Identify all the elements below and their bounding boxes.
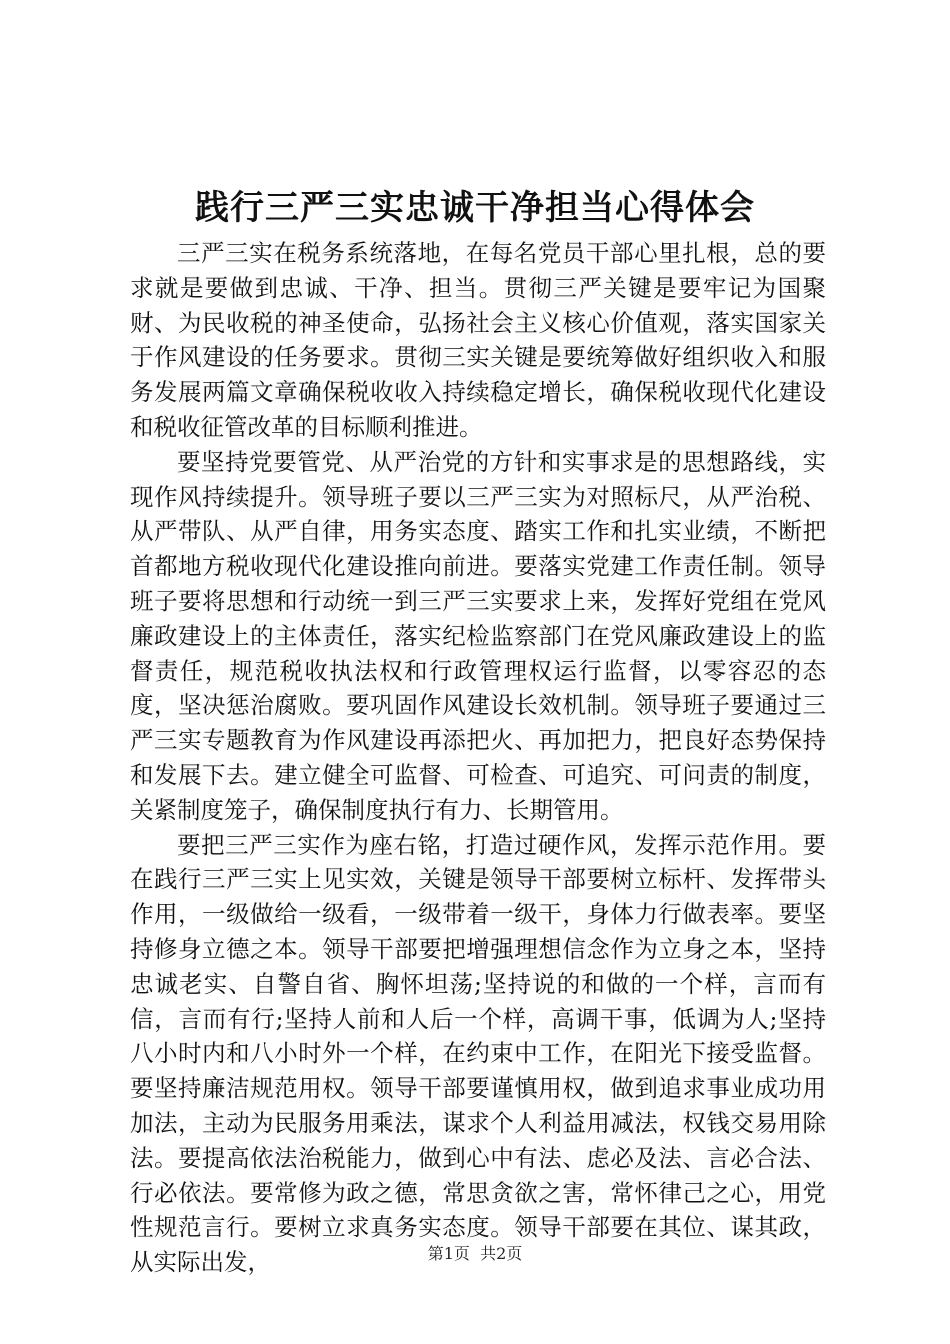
paragraph-3: 要把三严三实作为座右铭，打造过硬作风，发挥示范作用。要在践行三严三实上见实效，关键是领导干部要树立标杆、发挥带头作用，一级做给一级看，一级带着一级干，身体力行做表率。要坚持修身立德之本。领导干部要把增强理想信念作为立身之本，坚持忠诚老实、自警自省、胸怀坦荡;坚持说的和做的一个样，言而有信，言而有行;坚持人前和人后一个样，高调干事，低调为人;坚持八小时内和八小时外一个样，在约束中工作，在阳光下接受监督。要坚持廉洁规范用权。领导干部要谨慎用权，做到追求事业成功用加法，主动为民服务用乘法，谋求个人利益用减法，权钱交易用除法。要提高依法治税能力，做到心中有法、虑必及法、言必合法、行必依法。要常修为政之德，常思贪欲之害，常怀律己之心，用党性规范言行。要树立求真务实态度。领导干部要在其位、谋其政，从实际出发， bbox=[130, 830, 826, 1277]
document-body bbox=[130, 236, 826, 1280]
page-footer bbox=[0, 1243, 950, 1265]
paragraph-2: 要坚持党要管党、从严治党的方针和实事求是的思想路线，实现作风持续提升。领导班子要以三严三实为对照标尺，从严治税、从严带队、从严自律，用务实态度、踏实工作和扎实业绩，不断把首都地方税收现代化建设推向前进。要落实党建工作责任制。领导班子要将思想和行动统一到三严三实要求上来，发挥好党组在党风廉政建设上的主体责任，落实纪检监察部门在党风廉政建设上的监督责任，规范税收执法权和行政管理权运行监督，以零容忍的态度，坚决惩治腐败。要巩固作风建设长效机制。领导班子要通过三严三实专题教育为作风建设再添把火、再加把力，把良好态势保持和发展下去。建立健全可监督、可检查、可追究、可问责的制度，关紧制度笼子，确保制度执行有力、长期管用。 bbox=[130, 447, 826, 824]
paragraph-1: 三严三实在税务系统落地，在每名党员干部心里扎根，总的要求就是要做到忠诚、干净、担当。贯彻三严关键是要牢记为国聚财、为民收税的神圣使命，弘扬社会主义核心价值观，落实国家关于作风建设的任务要求。贯彻三实关键是要统筹做好组织收入和服务发展两篇文章确保税收收入持续稳定增长，确保税收现代化建设和税收征管改革的目标顺利推进。 bbox=[130, 239, 826, 441]
page-total: 共2页 bbox=[480, 1244, 523, 1263]
page-number: 第1页 bbox=[427, 1244, 470, 1263]
document-title: 践行三严三实忠诚干净担当心得体会 bbox=[195, 188, 755, 228]
